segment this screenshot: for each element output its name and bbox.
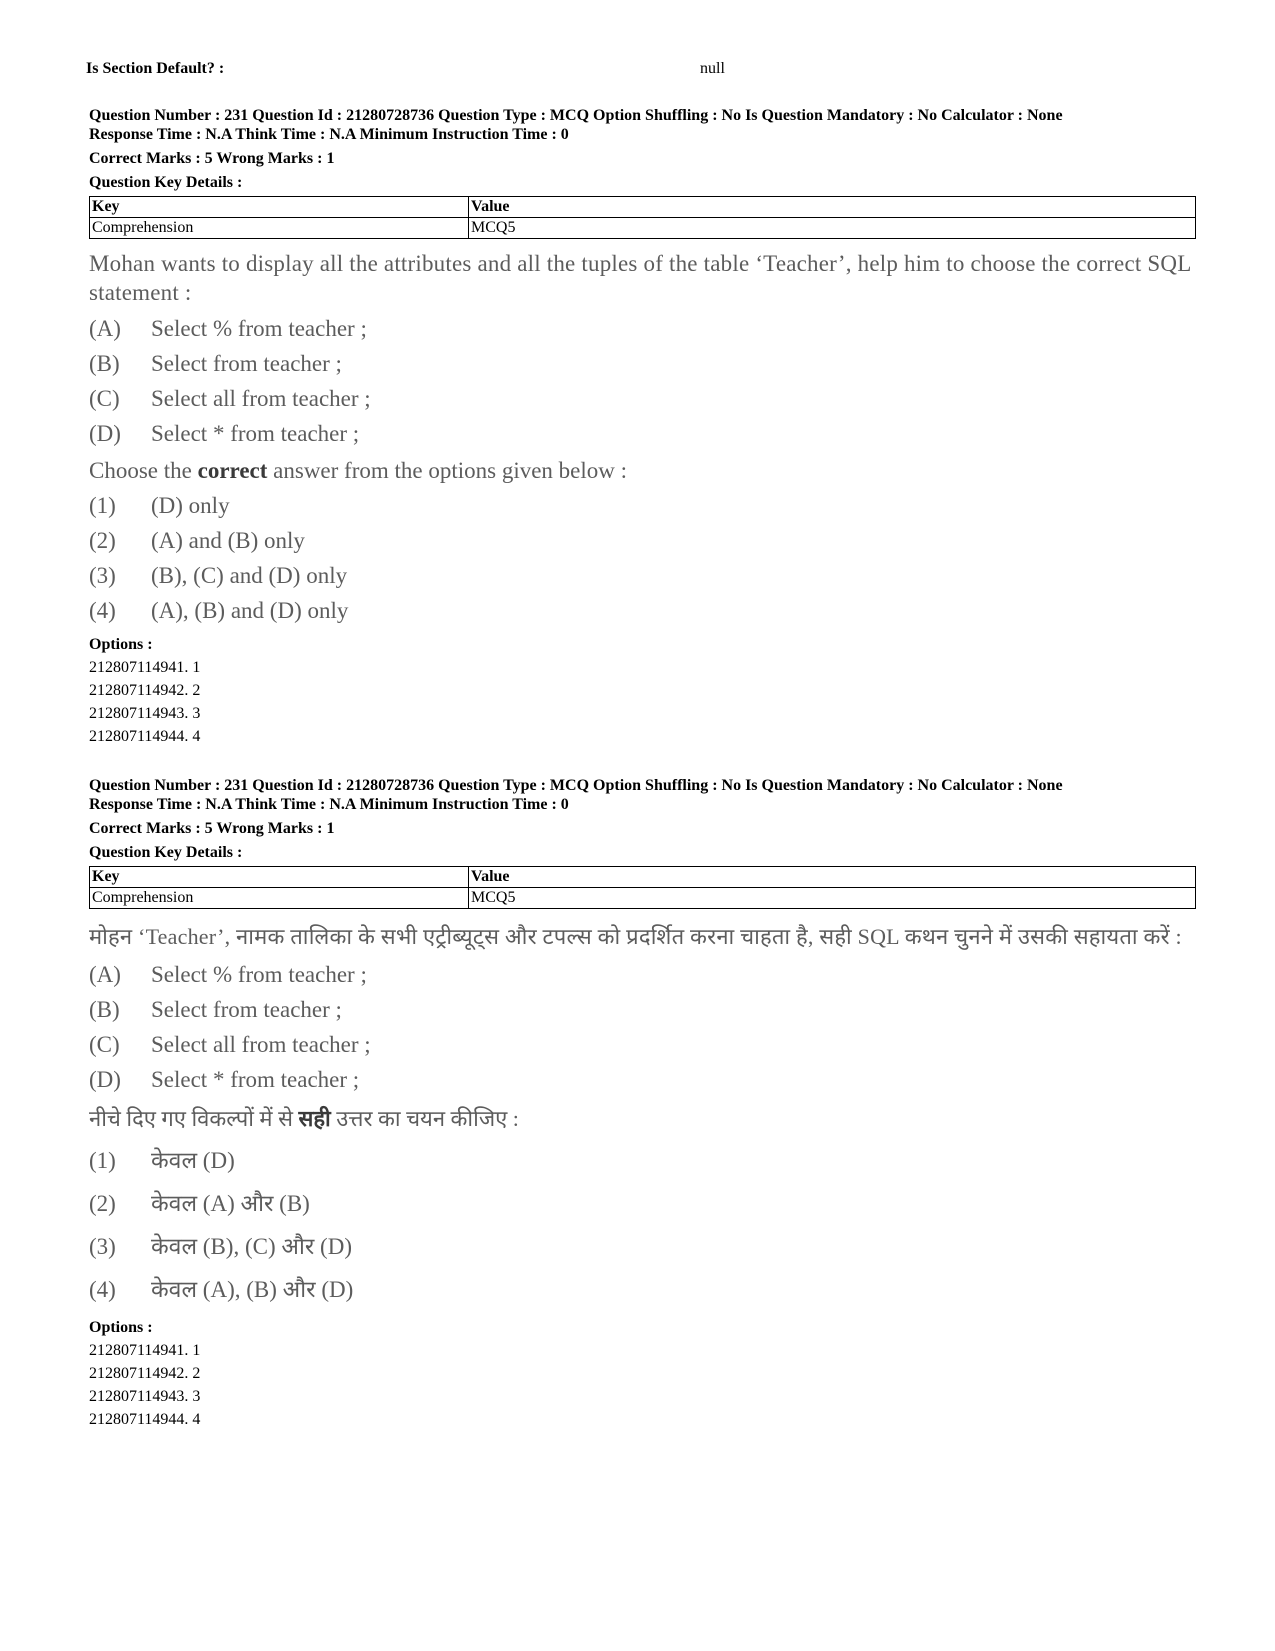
table-header-key: Key xyxy=(90,197,469,218)
statement-text: Select % from teacher ; xyxy=(151,962,367,987)
answer-label: (4) xyxy=(89,1277,116,1302)
choose-post: answer from the options given below : xyxy=(273,458,628,483)
statement-text: Select * from teacher ; xyxy=(151,1067,360,1092)
key-details-label: Question Key Details : xyxy=(89,844,243,861)
answer-choice xyxy=(89,593,1199,628)
statement-item xyxy=(89,1027,1199,1062)
choose-bold: correct xyxy=(197,458,268,483)
statement-item xyxy=(89,346,1199,381)
table-header-key: Key xyxy=(90,867,469,888)
answer-text: केवल (B), (C) और (D) xyxy=(151,1234,352,1259)
statement-item xyxy=(89,1062,1199,1097)
statement-item xyxy=(89,992,1199,1027)
question-text: मोहन ‘Teacher’, नामक तालिका के सभी एट्रीब्यूट्स और टपल्स को प्रदर्शित करना चाहता है, सही SQL कथन चुनने में उसकी सहायता करें : xyxy=(89,924,1182,949)
choose-pre: Choose the xyxy=(89,458,192,483)
key-details-table xyxy=(89,196,1196,239)
answer-label: (3) xyxy=(89,1234,116,1259)
answer-label: (2) xyxy=(89,528,116,553)
option-id: 212807114941. 1 xyxy=(89,1342,201,1359)
statement-text: Select % from teacher ; xyxy=(151,316,367,341)
answer-text: (A), (B) and (D) only xyxy=(151,598,349,623)
option-id: 212807114943. 3 xyxy=(89,1388,201,1405)
option-id: 212807114944. 4 xyxy=(89,1411,201,1428)
answer-choice xyxy=(89,523,1199,558)
answer-text: (D) only xyxy=(151,493,230,518)
answer-label: (4) xyxy=(89,598,116,623)
answer-choice xyxy=(89,1268,1199,1311)
options-label: Options : xyxy=(89,636,153,653)
choose-bold: सही xyxy=(298,1106,331,1131)
question-meta-line: Question Number : 231 Question Id : 21280728736 Question Type : MCQ Option Shuffling : No Is Question Mandatory : No Calculator : None xyxy=(89,777,1063,794)
table-header-row xyxy=(90,197,1196,218)
statement-label: (C) xyxy=(89,386,120,411)
question-image xyxy=(89,249,1199,628)
question-timing-line: Response Time : N.A Think Time : N.A Minimum Instruction Time : 0 xyxy=(89,796,569,813)
answer-text: केवल (A), (B) और (D) xyxy=(151,1277,354,1302)
answer-text: (B), (C) and (D) only xyxy=(151,563,348,588)
question-meta-line: Question Number : 231 Question Id : 21280728736 Question Type : MCQ Option Shuffling : No Is Question Mandatory : No Calculator : None xyxy=(89,107,1063,124)
table-cell-key: Comprehension xyxy=(90,888,469,909)
key-details-label: Question Key Details : xyxy=(89,174,243,191)
question-block-english xyxy=(89,106,1189,748)
statement-text: Select from teacher ; xyxy=(151,351,342,376)
answer-choice xyxy=(89,1139,1199,1182)
statement-item xyxy=(89,311,1199,346)
answer-text: केवल (D) xyxy=(151,1148,235,1173)
section-default-label: Is Section Default? : xyxy=(86,60,225,77)
answer-label: (3) xyxy=(89,563,116,588)
answer-label: (1) xyxy=(89,493,116,518)
statement-label: (D) xyxy=(89,1067,121,1092)
answer-choice xyxy=(89,488,1199,523)
statement-text: Select all from teacher ; xyxy=(151,1032,371,1057)
option-id: 212807114943. 3 xyxy=(89,705,201,722)
choose-post: उत्तर का चयन कीजिए : xyxy=(336,1106,519,1131)
answer-choice xyxy=(89,1225,1199,1268)
statement-text: Select * from teacher ; xyxy=(151,421,360,446)
option-id: 212807114942. 2 xyxy=(89,1365,201,1382)
statement-item xyxy=(89,381,1199,416)
choose-instruction xyxy=(89,1099,1199,1139)
table-header-value: Value xyxy=(469,197,1196,218)
statement-item xyxy=(89,957,1199,992)
key-details-table xyxy=(89,866,1196,909)
option-id: 212807114941. 1 xyxy=(89,659,201,676)
table-row xyxy=(90,218,1196,239)
statement-text: Select all from teacher ; xyxy=(151,386,371,411)
table-header-value: Value xyxy=(469,867,1196,888)
options-label: Options : xyxy=(89,1319,153,1336)
table-header-row xyxy=(90,867,1196,888)
statement-label: (D) xyxy=(89,421,121,446)
option-id: 212807114944. 4 xyxy=(89,728,201,745)
statement-label: (B) xyxy=(89,997,120,1022)
table-cell-key: Comprehension xyxy=(90,218,469,239)
statement-item xyxy=(89,416,1199,451)
question-block-hindi xyxy=(89,776,1189,1431)
statement-text: Select from teacher ; xyxy=(151,997,342,1022)
question-timing-line: Response Time : N.A Think Time : N.A Minimum Instruction Time : 0 xyxy=(89,126,569,143)
answer-choice xyxy=(89,1182,1199,1225)
statement-label: (A) xyxy=(89,316,121,341)
statement-label: (A) xyxy=(89,962,121,987)
table-row xyxy=(90,888,1196,909)
marks-line: Correct Marks : 5 Wrong Marks : 1 xyxy=(89,820,335,837)
statement-label: (B) xyxy=(89,351,120,376)
option-id: 212807114942. 2 xyxy=(89,682,201,699)
answer-label: (1) xyxy=(89,1148,116,1173)
table-cell-value: MCQ5 xyxy=(469,888,1196,909)
table-cell-value: MCQ5 xyxy=(469,218,1196,239)
choose-instruction xyxy=(89,453,1199,488)
section-default-value: null xyxy=(700,60,725,77)
question-image xyxy=(89,919,1199,1311)
answer-text: (A) and (B) only xyxy=(151,528,305,553)
statement-label: (C) xyxy=(89,1032,120,1057)
answer-text: केवल (A) और (B) xyxy=(151,1191,310,1216)
section-default-row xyxy=(86,60,1186,84)
answer-choice xyxy=(89,558,1199,593)
question-text: Mohan wants to display all the attributes and all the tuples of the table ‘Teacher’, help him to choose the correct SQL statement : xyxy=(89,251,1191,305)
answer-label: (2) xyxy=(89,1191,116,1216)
choose-pre: नीचे दिए गए विकल्पों में से xyxy=(89,1106,293,1131)
marks-line: Correct Marks : 5 Wrong Marks : 1 xyxy=(89,150,335,167)
